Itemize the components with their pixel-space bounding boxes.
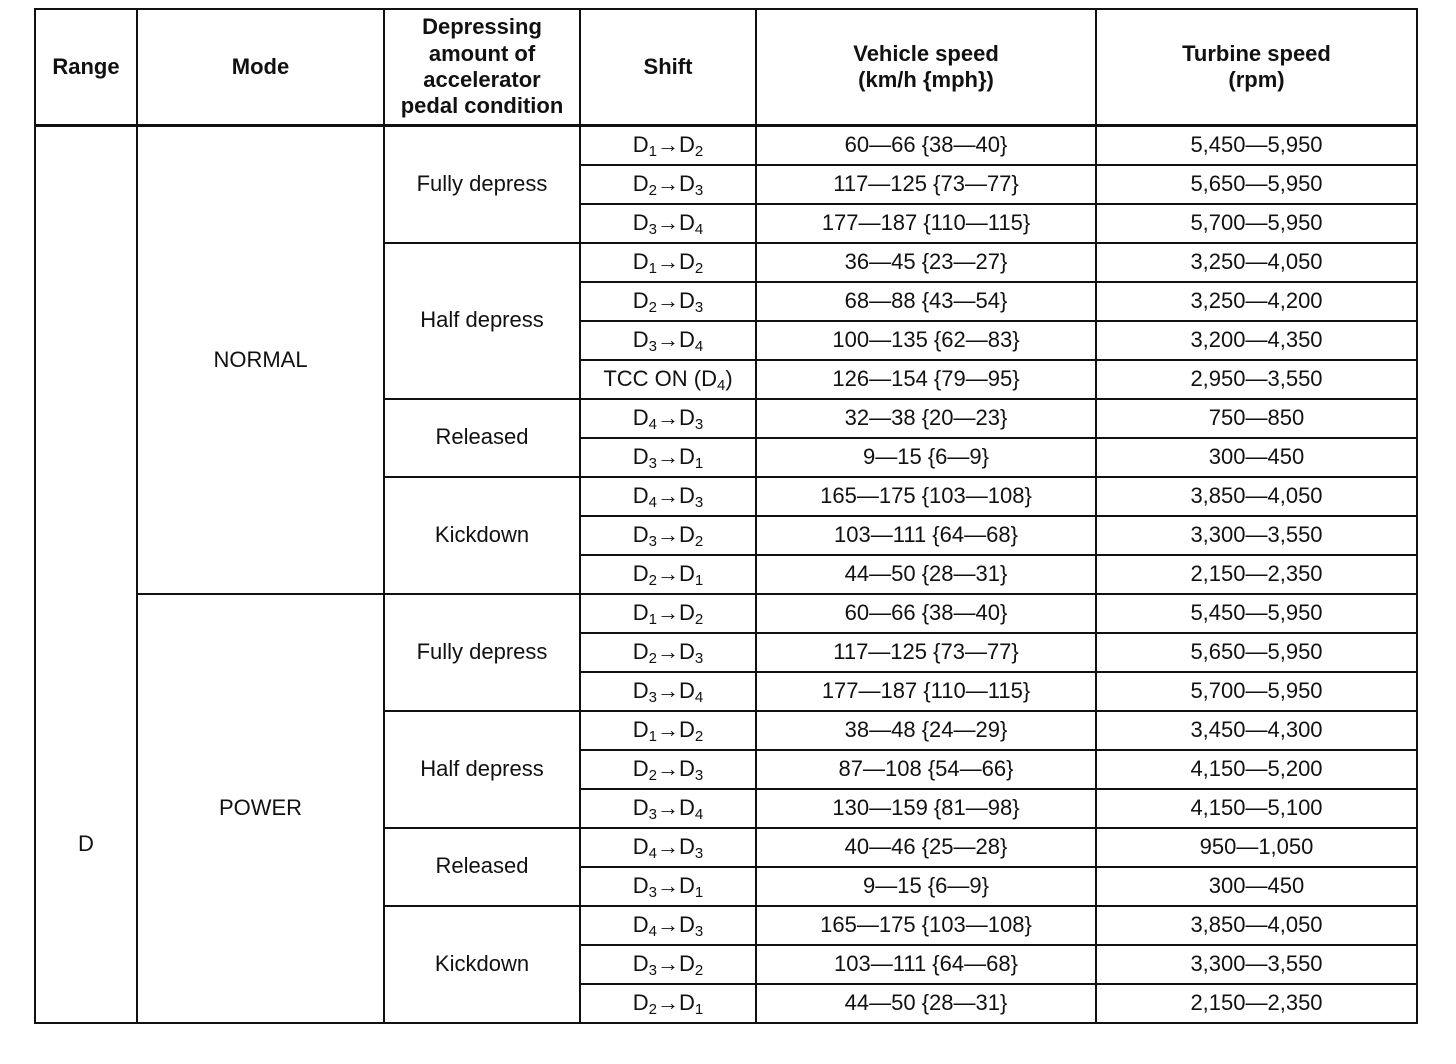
- condition-label: Kickdown: [434, 521, 530, 547]
- shift-cell: [580, 750, 756, 789]
- gear-subscript: 4: [648, 493, 657, 511]
- turbine-speed-cell: [1096, 204, 1417, 243]
- vehicle-speed-value: 103—111 {64—68}: [834, 950, 1018, 976]
- shift-cell: [580, 867, 756, 906]
- vehicle-speed-value: 36—45 {23—27}: [844, 248, 1008, 274]
- gear-subscript: 3: [648, 532, 657, 550]
- gear-subscript: 1: [648, 727, 657, 745]
- vehicle-speed-cell: [756, 711, 1096, 750]
- shift-cell: [580, 828, 756, 867]
- gear-letter: D: [632, 521, 649, 547]
- arrow-icon: →: [657, 404, 679, 430]
- condition-label: Released: [435, 424, 529, 450]
- turbine-speed-value: 4,150—5,200: [1190, 755, 1323, 781]
- gear-letter: D: [679, 132, 695, 158]
- vehicle-speed-cell: [756, 828, 1096, 867]
- header-mode: Mode: [137, 9, 384, 126]
- gear-subscript: 3: [648, 961, 657, 979]
- turbine-speed-value: 4,150—5,100: [1190, 794, 1323, 820]
- gear-letter: D: [632, 755, 649, 781]
- turbine-speed-value: 750—850: [1208, 404, 1305, 430]
- gear-subscript: 3: [648, 454, 657, 472]
- gear-subscript: 2: [648, 766, 657, 784]
- vehicle-speed-value: 32—38 {20—23}: [844, 404, 1008, 430]
- condition-cell-released: [384, 399, 580, 477]
- vehicle-speed-value: 117—125 {73—77}: [833, 638, 1019, 664]
- gear-letter: D: [679, 521, 695, 547]
- shift-cell: [580, 945, 756, 984]
- gear-letter: D: [632, 794, 649, 820]
- gear-subscript: 2: [648, 1000, 657, 1018]
- condition-cell-half: [384, 711, 580, 828]
- shift-cell: [580, 984, 756, 1023]
- gear-subscript: 2: [694, 532, 704, 550]
- header-depressing: [384, 9, 580, 126]
- arrow-icon: →: [657, 872, 679, 898]
- arrow-icon: →: [657, 989, 679, 1015]
- turbine-speed-value: 2,150—2,350: [1190, 560, 1323, 586]
- vehicle-speed-value: 60—66 {38—40}: [844, 599, 1008, 625]
- shift-cell: [580, 906, 756, 945]
- header-vehicle-speed: [756, 9, 1096, 126]
- gear-subscript: 3: [694, 493, 704, 511]
- tcc-label: TCC ON (D: [603, 365, 717, 391]
- arrow-icon: →: [657, 599, 679, 625]
- turbine-speed-cell: [1096, 828, 1417, 867]
- gear-letter: D: [679, 170, 695, 196]
- gear-letter: D: [632, 677, 649, 703]
- arrow-icon: →: [657, 950, 679, 976]
- vehicle-speed-cell: [756, 867, 1096, 906]
- turbine-speed-cell: [1096, 282, 1417, 321]
- vehicle-speed-cell: [756, 399, 1096, 438]
- turbine-speed-value: 2,950—3,550: [1190, 365, 1323, 391]
- header-depressing-line: accelerator: [423, 67, 541, 92]
- gear-subscript: 4: [716, 376, 726, 394]
- turbine-speed-value: 950—1,050: [1199, 833, 1314, 859]
- condition-cell-fully: [384, 126, 580, 243]
- gear-subscript: 4: [694, 337, 704, 355]
- gear-subscript: 1: [694, 571, 704, 589]
- vehicle-speed-value: 130—159 {81—98}: [832, 794, 1020, 820]
- vehicle-speed-cell: [756, 282, 1096, 321]
- turbine-speed-value: 300—450: [1208, 872, 1305, 898]
- shift-cell: [580, 204, 756, 243]
- condition-label: Half depress: [420, 755, 544, 781]
- turbine-speed-cell: [1096, 594, 1417, 633]
- arrow-icon: →: [657, 326, 679, 352]
- header-row: [35, 9, 1417, 126]
- turbine-speed-cell: [1096, 399, 1417, 438]
- gear-subscript: 1: [648, 610, 657, 628]
- vehicle-speed-cell: [756, 204, 1096, 243]
- header-turbine-speed: [1096, 9, 1417, 126]
- range-value: D: [78, 831, 94, 857]
- condition-label: Released: [435, 853, 529, 879]
- turbine-speed-cell: [1096, 711, 1417, 750]
- gear-subscript: 3: [694, 844, 704, 862]
- gear-letter: D: [632, 599, 649, 625]
- shift-cell: [580, 399, 756, 438]
- gear-letter: D: [632, 209, 649, 235]
- gear-subscript: 1: [694, 883, 704, 901]
- gear-subscript: 3: [694, 415, 704, 433]
- gear-subscript: 1: [694, 454, 704, 472]
- arrow-icon: →: [657, 248, 679, 274]
- vehicle-speed-cell: [756, 984, 1096, 1023]
- gear-letter: D: [632, 287, 649, 313]
- turbine-speed-value: 3,250—4,200: [1190, 287, 1323, 313]
- gear-letter: D: [679, 443, 695, 469]
- shift-cell: [580, 438, 756, 477]
- condition-label: Kickdown: [434, 950, 530, 976]
- vehicle-speed-value: 68—88 {43—54}: [844, 287, 1008, 313]
- gear-letter: D: [679, 989, 695, 1015]
- vehicle-speed-cell: [756, 633, 1096, 672]
- shift-point-table: [34, 8, 1418, 1024]
- vehicle-speed-cell: [756, 750, 1096, 789]
- turbine-speed-value: 5,700—5,950: [1190, 209, 1323, 235]
- turbine-speed-value: 3,850—4,050: [1190, 911, 1323, 937]
- condition-cell-released: [384, 828, 580, 906]
- gear-letter: D: [679, 833, 695, 859]
- vehicle-speed-value: 100—135 {62—83}: [832, 326, 1020, 352]
- vehicle-speed-value: 177—187 {110—115}: [821, 677, 1031, 703]
- gear-subscript: 2: [694, 961, 704, 979]
- turbine-speed-cell: [1096, 945, 1417, 984]
- turbine-speed-cell: [1096, 750, 1417, 789]
- gear-letter: D: [679, 911, 695, 937]
- header-turbine-speed-line: Turbine speed: [1182, 40, 1331, 66]
- vehicle-speed-cell: [756, 321, 1096, 360]
- condition-cell-fully: [384, 594, 580, 711]
- gear-letter: D: [679, 599, 695, 625]
- shift-cell: [580, 516, 756, 555]
- header-depressing-line: pedal condition: [400, 93, 564, 119]
- vehicle-speed-value: 117—125 {73—77}: [833, 170, 1019, 196]
- mode-label: POWER: [218, 794, 303, 820]
- gear-letter: D: [679, 677, 695, 703]
- turbine-speed-value: 3,300—3,550: [1190, 521, 1323, 547]
- condition-cell-kickdown: [384, 906, 580, 1023]
- arrow-icon: →: [657, 677, 679, 703]
- arrow-icon: →: [657, 443, 679, 469]
- turbine-speed-value: 3,850—4,050: [1190, 482, 1323, 508]
- arrow-icon: →: [657, 911, 679, 937]
- gear-subscript: 4: [648, 415, 657, 433]
- gear-letter: D: [632, 404, 649, 430]
- gear-letter: D: [632, 170, 649, 196]
- gear-letter: D: [679, 482, 695, 508]
- turbine-speed-cell: [1096, 555, 1417, 594]
- gear-subscript: 4: [648, 844, 657, 862]
- arrow-icon: →: [657, 287, 679, 313]
- shift-cell: [580, 789, 756, 828]
- arrow-icon: →: [657, 560, 679, 586]
- gear-letter: D: [632, 248, 649, 274]
- vehicle-speed-value: 87—108 {54—66}: [838, 755, 1014, 781]
- turbine-speed-cell: [1096, 984, 1417, 1023]
- turbine-speed-value: 3,300—3,550: [1190, 950, 1323, 976]
- turbine-speed-cell: [1096, 516, 1417, 555]
- header-vehicle-speed-line: Vehicle speed: [853, 40, 999, 66]
- arrow-icon: →: [657, 638, 679, 664]
- gear-letter: D: [679, 404, 695, 430]
- gear-subscript: 1: [648, 259, 657, 277]
- gear-letter: D: [632, 833, 649, 859]
- gear-subscript: 2: [694, 259, 704, 277]
- vehicle-speed-cell: [756, 243, 1096, 282]
- gear-letter: D: [679, 248, 695, 274]
- turbine-speed-value: 5,450—5,950: [1190, 132, 1323, 158]
- vehicle-speed-cell: [756, 477, 1096, 516]
- gear-subscript: 2: [694, 610, 704, 628]
- arrow-icon: →: [657, 794, 679, 820]
- turbine-speed-value: 3,450—4,300: [1190, 716, 1323, 742]
- condition-cell-half: [384, 243, 580, 399]
- vehicle-speed-cell: [756, 165, 1096, 204]
- vehicle-speed-cell: [756, 906, 1096, 945]
- vehicle-speed-cell: [756, 594, 1096, 633]
- turbine-speed-value: 5,650—5,950: [1190, 170, 1323, 196]
- mode-cell-normal: [137, 126, 384, 594]
- turbine-speed-cell: [1096, 126, 1417, 165]
- gear-letter: D: [679, 794, 695, 820]
- vehicle-speed-value: 40—46 {25—28}: [844, 833, 1008, 859]
- gear-letter: D: [632, 482, 649, 508]
- turbine-speed-cell: [1096, 438, 1417, 477]
- vehicle-speed-value: 103—111 {64—68}: [834, 521, 1018, 547]
- mode-cell-power: [137, 594, 384, 1023]
- gear-subscript: 1: [648, 143, 657, 161]
- mode-label: NORMAL: [213, 346, 308, 372]
- condition-label: Fully depress: [416, 638, 548, 664]
- gear-letter: D: [679, 326, 695, 352]
- gear-letter: D: [679, 209, 695, 235]
- turbine-speed-value: 5,450—5,950: [1190, 599, 1323, 625]
- condition-label: Fully depress: [416, 171, 548, 197]
- turbine-speed-cell: [1096, 867, 1417, 906]
- gear-subscript: 1: [694, 1000, 704, 1018]
- gear-subscript: 2: [694, 143, 704, 161]
- turbine-speed-value: 3,250—4,050: [1190, 248, 1323, 274]
- gear-letter: D: [632, 911, 649, 937]
- header-range: Range: [35, 9, 137, 126]
- turbine-speed-value: 300—450: [1208, 443, 1305, 469]
- gear-subscript: 3: [648, 220, 657, 238]
- vehicle-speed-cell: [756, 789, 1096, 828]
- table-row: [35, 126, 1417, 165]
- turbine-speed-cell: [1096, 789, 1417, 828]
- condition-label: Half depress: [420, 307, 544, 333]
- turbine-speed-cell: [1096, 360, 1417, 399]
- vehicle-speed-value: 165—175 {103—108}: [820, 482, 1032, 508]
- shift-cell: [580, 165, 756, 204]
- gear-letter: D: [679, 638, 695, 664]
- gear-subscript: 3: [648, 337, 657, 355]
- header-shift: Shift: [580, 9, 756, 126]
- shift-cell: [580, 282, 756, 321]
- turbine-speed-cell: [1096, 672, 1417, 711]
- turbine-speed-value: 5,700—5,950: [1190, 677, 1323, 703]
- turbine-speed-value: 3,200—4,350: [1190, 326, 1323, 352]
- gear-subscript: 2: [648, 298, 657, 316]
- arrow-icon: →: [657, 521, 679, 547]
- gear-subscript: 2: [648, 649, 657, 667]
- gear-subscript: 3: [694, 298, 704, 316]
- gear-subscript: 3: [648, 805, 657, 823]
- vehicle-speed-cell: [756, 672, 1096, 711]
- shift-cell: [580, 321, 756, 360]
- vehicle-speed-value: 9—15 {6—9}: [863, 872, 989, 898]
- gear-subscript: 4: [694, 220, 704, 238]
- turbine-speed-cell: [1096, 633, 1417, 672]
- gear-subscript: 3: [694, 766, 704, 784]
- gear-subscript: 3: [648, 883, 657, 901]
- table-row: [35, 594, 1417, 633]
- vehicle-speed-cell: [756, 438, 1096, 477]
- shift-cell: [580, 126, 756, 165]
- turbine-speed-cell: [1096, 321, 1417, 360]
- header-depressing-line: amount of: [428, 40, 536, 66]
- gear-letter: D: [632, 132, 649, 158]
- gear-letter: D: [632, 716, 649, 742]
- gear-letter: D: [632, 950, 649, 976]
- shift-cell: [580, 555, 756, 594]
- arrow-icon: →: [657, 833, 679, 859]
- vehicle-speed-value: 60—66 {38—40}: [844, 132, 1008, 158]
- vehicle-speed-cell: [756, 945, 1096, 984]
- vehicle-speed-cell: [756, 516, 1096, 555]
- gear-letter: D: [632, 872, 649, 898]
- header-vehicle-speed-line: (km/h {mph}): [858, 67, 994, 92]
- gear-subscript: 2: [648, 571, 657, 589]
- gear-letter: D: [679, 287, 695, 313]
- turbine-speed-cell: [1096, 906, 1417, 945]
- gear-subscript: 3: [694, 181, 704, 199]
- shift-cell: [580, 243, 756, 282]
- gear-letter: D: [632, 326, 649, 352]
- vehicle-speed-cell: [756, 126, 1096, 165]
- vehicle-speed-value: 38—48 {24—29}: [844, 716, 1008, 742]
- shift-cell: [580, 633, 756, 672]
- turbine-speed-cell: [1096, 477, 1417, 516]
- gear-subscript: 4: [694, 688, 704, 706]
- vehicle-speed-cell: [756, 555, 1096, 594]
- condition-cell-kickdown: [384, 477, 580, 594]
- gear-subscript: 2: [694, 727, 704, 745]
- turbine-speed-value: 5,650—5,950: [1190, 638, 1323, 664]
- vehicle-speed-value: 44—50 {28—31}: [844, 560, 1008, 586]
- gear-letter: D: [632, 989, 649, 1015]
- shift-cell: [580, 672, 756, 711]
- vehicle-speed-value: 44—50 {28—31}: [844, 989, 1008, 1015]
- vehicle-speed-value: 126—154 {79—95}: [832, 365, 1020, 391]
- gear-letter: D: [679, 560, 695, 586]
- arrow-icon: →: [657, 209, 679, 235]
- arrow-icon: →: [657, 170, 679, 196]
- gear-subscript: 3: [694, 649, 704, 667]
- vehicle-speed-value: 177—187 {110—115}: [821, 209, 1031, 235]
- gear-subscript: 4: [648, 922, 657, 940]
- arrow-icon: →: [657, 482, 679, 508]
- gear-letter: D: [632, 638, 649, 664]
- range-cell: [35, 126, 137, 1023]
- vehicle-speed-value: 9—15 {6—9}: [863, 443, 989, 469]
- gear-letter: D: [632, 560, 649, 586]
- arrow-icon: →: [657, 755, 679, 781]
- shift-cell: [580, 360, 756, 399]
- turbine-speed-cell: [1096, 165, 1417, 204]
- header-turbine-speed-line: (rpm): [1228, 67, 1285, 92]
- gear-letter: D: [679, 716, 695, 742]
- vehicle-speed-cell: [756, 360, 1096, 399]
- shift-cell: [580, 477, 756, 516]
- turbine-speed-value: 2,150—2,350: [1190, 989, 1323, 1015]
- gear-subscript: 4: [694, 805, 704, 823]
- shift-cell: [580, 711, 756, 750]
- shift-cell: [580, 594, 756, 633]
- header-depressing-line: Depressing: [422, 14, 542, 40]
- gear-subscript: 3: [694, 922, 704, 940]
- vehicle-speed-value: 165—175 {103—108}: [820, 911, 1032, 937]
- arrow-icon: →: [657, 716, 679, 742]
- gear-letter: D: [679, 872, 695, 898]
- tcc-close: ): [725, 365, 733, 391]
- arrow-icon: →: [657, 132, 679, 158]
- gear-subscript: 3: [648, 688, 657, 706]
- gear-letter: D: [679, 950, 695, 976]
- gear-letter: D: [679, 755, 695, 781]
- gear-subscript: 2: [648, 181, 657, 199]
- gear-letter: D: [632, 443, 649, 469]
- turbine-speed-cell: [1096, 243, 1417, 282]
